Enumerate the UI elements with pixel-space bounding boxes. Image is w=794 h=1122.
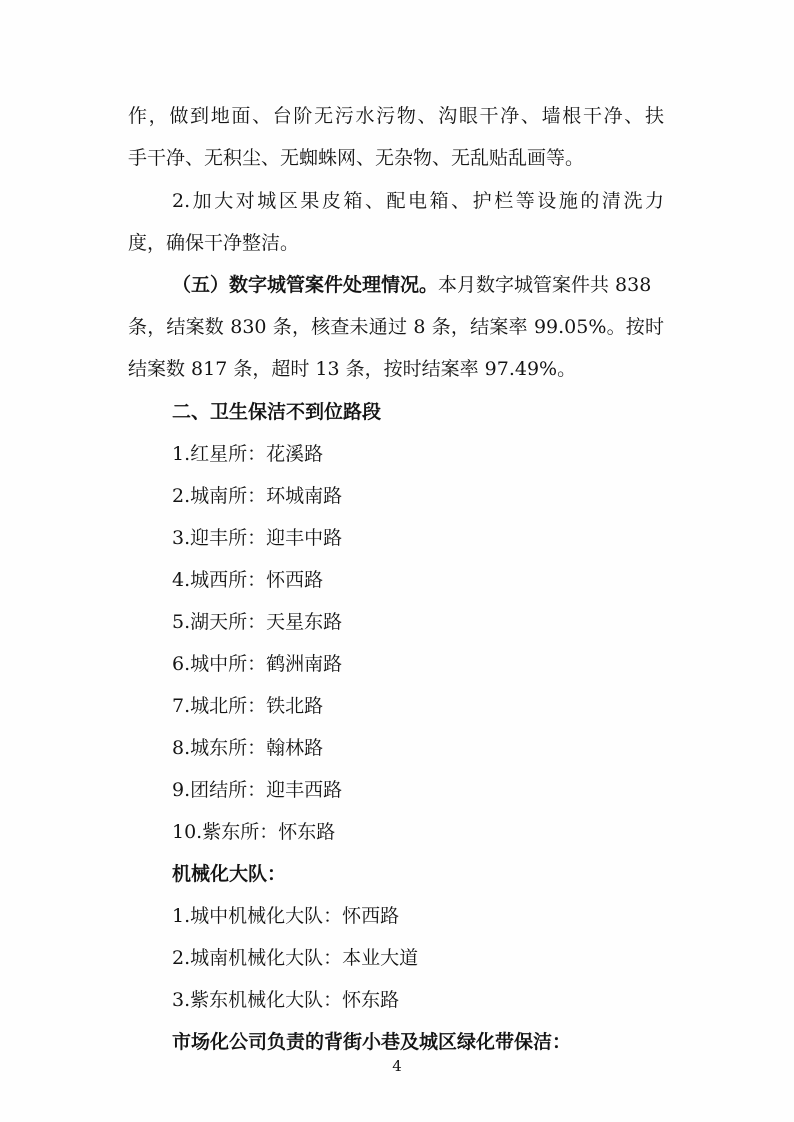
paragraph-line: 作，做到地面、台阶无污水污物、沟眼干净、墙根干净、扶 — [128, 105, 664, 127]
market-heading: 市场化公司负责的背街小巷及城区绿化带保洁： — [172, 1031, 572, 1053]
section-five-line — [172, 273, 651, 297]
list-item: 10.紫东所：怀东路 — [172, 821, 336, 843]
section-five-text: 本月数字城管案件共 838 — [438, 274, 652, 296]
list-item: 4.城西所：怀西路 — [172, 569, 324, 591]
list-item: 9.团结所：迎丰西路 — [172, 779, 343, 801]
section-two-heading: 二、卫生保洁不到位路段 — [172, 401, 382, 423]
list-item: 6.城中所：鹤洲南路 — [172, 653, 343, 675]
list-item: 1.红星所：花溪路 — [172, 443, 324, 465]
section-five-heading: （五）数字城管案件处理情况。 — [172, 274, 439, 296]
list-item: 7.城北所：铁北路 — [172, 695, 324, 717]
paragraph-line: 结案数 817 条，超时 13 条，按时结案率 97.49%。 — [128, 358, 577, 380]
list-item: 3.迎丰所：迎丰中路 — [172, 527, 343, 549]
paragraph-line: 条，结案数 830 条，核查未通过 8 条，结案率 99.05%。按时 — [128, 316, 664, 338]
list-item: 2.城南机械化大队：本业大道 — [172, 947, 419, 969]
paragraph-line: 手干净、无积尘、无蜘蛛网、无杂物、无乱贴乱画等。 — [128, 147, 585, 169]
list-item: 8.城东所：翰林路 — [172, 737, 324, 759]
list-item: 5.湖天所：天星东路 — [172, 611, 343, 633]
paragraph-line: 度，确保干净整洁。 — [128, 232, 300, 254]
list-item: 1.城中机械化大队：怀西路 — [172, 905, 400, 927]
page-number: 4 — [392, 1057, 402, 1075]
list-item: 2.城南所：环城南路 — [172, 485, 343, 507]
mechanized-heading: 机械化大队： — [172, 863, 287, 885]
list-item: 3.紫东机械化大队：怀东路 — [172, 989, 400, 1011]
list-item-line: 2.加大对城区果皮箱、配电箱、护栏等设施的清洗力 — [172, 190, 664, 212]
